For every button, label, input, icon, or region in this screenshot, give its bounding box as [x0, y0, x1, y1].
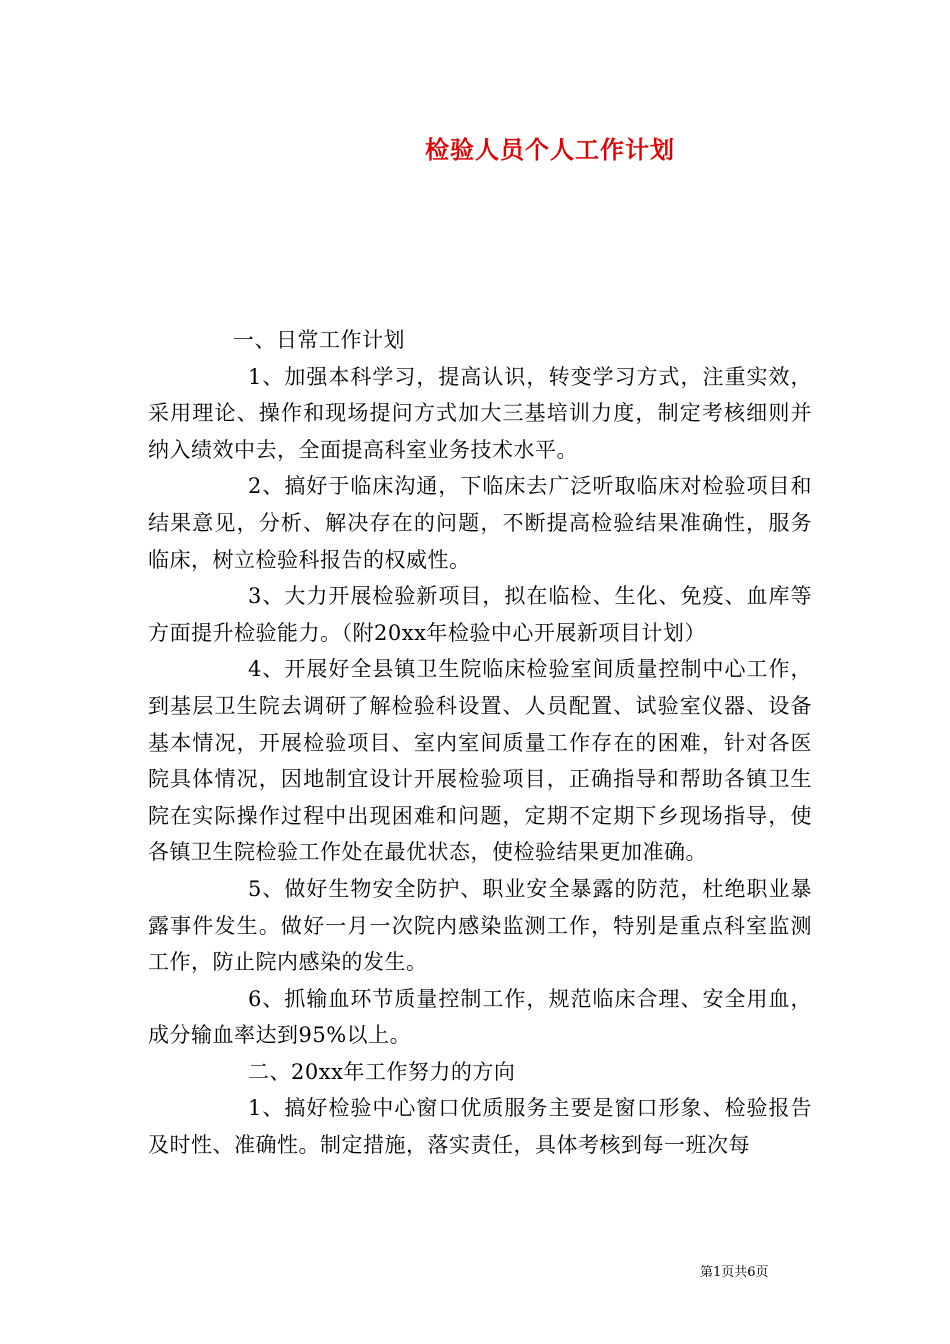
paragraph: 4、开展好全县镇卫生院临床检验室间质量控制中心工作，到基层卫生院去调研了解检验科设置、人员配置、试验室仪器、设备基本情况，开展检验项目、室内室间质量工作存在的困难，针对各医院具体情况，因地制宜设计开展检验项目，正确指导和帮助各镇卫生院在实际操作过程中出现困难和问题，定期不定期下乡现场指导，使各镇卫生院检验工作处在最优状态，使检验结果更加准确。 — [148, 657, 812, 865]
section-heading: 二、20xx年工作努力的方向 — [248, 1059, 516, 1084]
paragraph: 1、加强本科学习，提高认识，转变学习方式，注重实效，采用理论、操作和现场提问方式加大三基培训力度，制定考核细则并纳入绩效中去，全面提高科室业务技术水平。 — [148, 364, 812, 462]
document-title: 检验人员个人工作计划 — [425, 135, 675, 164]
paragraph: 5、做好生物安全防护、职业安全暴露的防范，杜绝职业暴露事件发生。做好一月一次院内感染监测工作，特别是重点科室监测工作，防止院内感染的发生。 — [148, 876, 812, 975]
document-body — [148, 322, 812, 1164]
paragraph: 6、抓输血环节质量控制工作，规范临床合理、安全用血，成分输血率达到95%以上。 — [148, 986, 812, 1048]
paragraph: 1、搞好检验中心窗口优质服务主要是窗口形象、检验报告及时性、准确性。制定措施，落实责任，具体考核到每一班次每 — [148, 1096, 812, 1158]
paragraph: 2、搞好于临床沟通，下临床去广泛听取临床对检验项目和结果意见，分析、解决存在的问题，不断提高检验结果准确性，服务临床，树立检验科报告的权威性。 — [148, 474, 812, 572]
page-number: 第1页共6页 — [700, 1265, 769, 1280]
section-heading: 一、日常工作计划 — [233, 328, 405, 352]
paragraph: 3、大力开展检验新项目，拟在临检、生化、免疫、血库等方面提升检验能力。（附20xx年检验中心开展新项目计划） — [148, 584, 812, 645]
